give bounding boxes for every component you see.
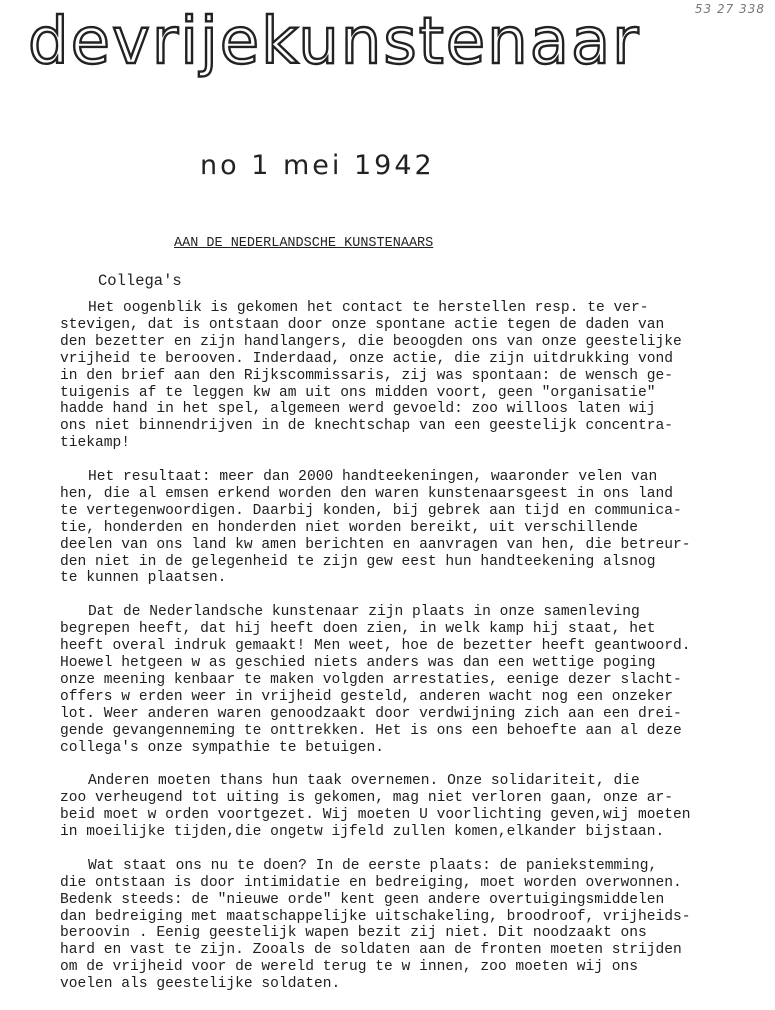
text-line: begrepen heeft, dat hij heeft doen zien, in welk kamp hij staat, het bbox=[60, 621, 656, 638]
text-line: in den brief aan den Rijkscommissaris, zij was spontaan: de wensch ge- bbox=[60, 367, 674, 384]
text-line: in moeilijke tijden,die ongetw ijfeld zullen komen,elkander bijstaan. bbox=[60, 824, 665, 841]
text-line: ons niet binnendrijven in de knechtschap van een geestelijk concentra- bbox=[60, 418, 674, 435]
paragraph bbox=[60, 300, 740, 452]
paragraph bbox=[60, 858, 740, 993]
text-line: hen, die al emsen erkend worden den waren kunstenaarsgeest in ons land bbox=[60, 485, 674, 502]
text-line: om de vrijheid voor de wereld terug te w innen, zoo moeten wij ons bbox=[60, 959, 639, 976]
text-line: tie, honderden en honderden niet worden bereikt, uit verschillende bbox=[60, 519, 639, 536]
text-line: te kunnen plaatsen. bbox=[60, 570, 227, 587]
text-line: die ontstaan is door intimidatie en bedreiging, moet worden overwonnen. bbox=[60, 874, 682, 891]
text-line: beroovin . Eenig geestelijk wapen bezit zij niet. Dit noodzaakt ons bbox=[60, 925, 647, 942]
text-line: hadde hand in het spel, algemeen werd gevoeld: zoo willoos laten wij bbox=[60, 401, 656, 418]
text-line: tuigenis af te leggen kw am uit ons midden voort, geen "organisatie" bbox=[60, 384, 656, 401]
text-line: Wat staat ons nu te doen? In de eerste plaats: de paniekstemming, bbox=[88, 857, 658, 874]
text-line: dan bedreiging met maatschappelijke uitschakeling, broodroof, vrijheids- bbox=[60, 908, 691, 925]
text-line: hard en vast te zijn. Zooals de soldaten aan de fronten moeten strijden bbox=[60, 942, 682, 959]
text-line: stevigen, dat is ontstaan door onze spontane actie tegen de daden van bbox=[60, 316, 665, 333]
paragraph bbox=[60, 604, 740, 756]
letter-body bbox=[60, 300, 740, 1010]
text-line: collega's onze sympathie te betuigen. bbox=[60, 739, 385, 756]
text-line: Hoewel hetgeen w as geschied niets anders was dan een wettige poging bbox=[60, 655, 656, 671]
text-line: Het resultaat: meer dan 2000 handteekeningen, waaronder velen van bbox=[88, 469, 658, 486]
archive-number: 53 27 338 bbox=[694, 2, 765, 16]
text-line: offers w erden weer in vrijheid gesteld, anderen wacht nog een onzeker bbox=[60, 688, 674, 705]
text-line: Bedenk steeds: de "nieuwe orde" kent geen andere overtuigingsmiddelen bbox=[60, 891, 665, 908]
text-line: den niet in de gelegenheid te zijn gew eest hun handteekening alsnog bbox=[60, 553, 656, 570]
text-line: onze meening kenbaar te maken volgden arrestaties, eenige dezer slacht- bbox=[60, 671, 682, 688]
masthead-title: devrijekunstenaar bbox=[28, 5, 641, 79]
text-line: heeft overal indruk gemaakt! Men weet, hoe de bezetter heeft geantwoord. bbox=[60, 638, 691, 655]
text-line: vrijheid te berooven. Inderdaad, onze actie, die zijn uitdrukking vond bbox=[60, 350, 674, 367]
text-line: gende gevangenneming te onttrekken. Het is ons een behoefte aan al deze bbox=[60, 722, 682, 739]
text-line: deelen van ons land kw amen berichten en aanvragen van hen, die betreur- bbox=[60, 536, 691, 553]
text-line: Het oogenblik is gekomen het contact te herstellen resp. te ver- bbox=[88, 300, 649, 316]
text-line: lot. Weer anderen waren genoodzaakt door verdwijning zich aan een drei- bbox=[60, 705, 682, 722]
document-heading: AAN DE NEDERLANDSCHE KUNSTENAARS bbox=[174, 236, 434, 251]
text-line: zoo verheugend tot uiting is gekomen, mag niet verloren gaan, onze ar- bbox=[60, 790, 674, 807]
text-line: den bezetter en zijn handlangers, die beoogden ons van onze geestelijke bbox=[60, 333, 682, 350]
text-line: Dat de Nederlandsche kunstenaar zijn plaats in onze samenleving bbox=[88, 604, 640, 621]
salutation: Collega's bbox=[98, 272, 182, 290]
text-line: te vertegenwoordigen. Daarbij konden, bij gebrek aan tijd en communica- bbox=[60, 502, 682, 519]
text-line: voelen als geestelijke soldaten. bbox=[60, 976, 341, 993]
text-line: Anderen moeten thans hun taak overnemen. Onze solidariteit, die bbox=[88, 773, 640, 790]
paragraph bbox=[60, 469, 740, 587]
text-line: beid moet w orden voortgezet. Wij moeten U voorlichting geven,wij moeten bbox=[60, 807, 691, 824]
paragraph bbox=[60, 773, 740, 841]
issue-date: no 1 mei 1942 bbox=[200, 150, 435, 181]
text-line: tiekamp! bbox=[60, 435, 131, 452]
